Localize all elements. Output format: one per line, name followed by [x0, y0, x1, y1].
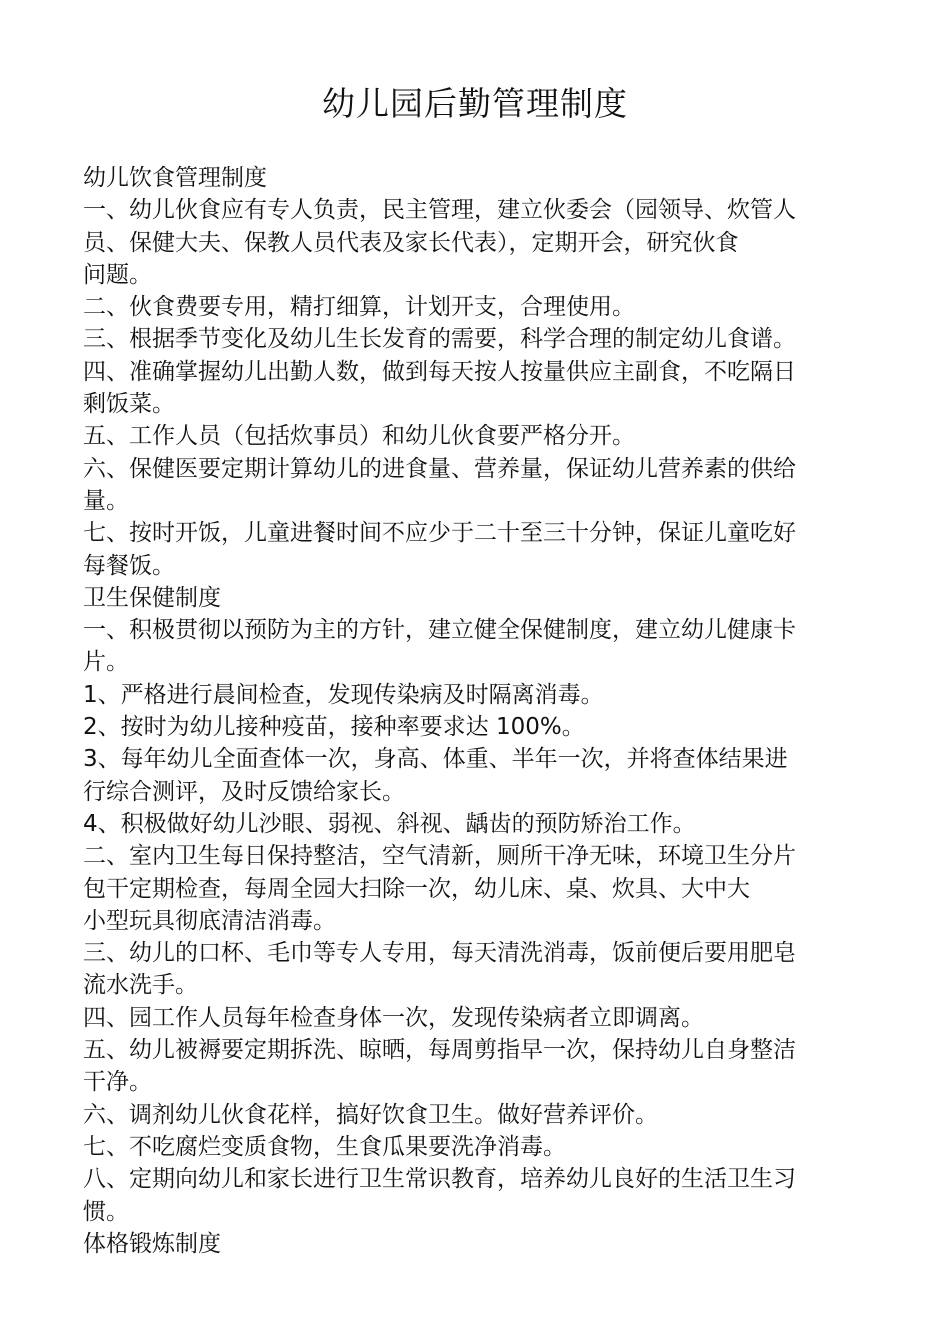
section-heading — [83, 162, 878, 194]
text-line: 一、幼儿伙食应有专人负责，民主管理，建立伙委会（园领导、炊管人 — [83, 197, 796, 224]
text-line: 每餐饭。 — [83, 552, 175, 579]
paragraph — [83, 1099, 878, 1131]
text-line: 六、保健医要定期计算幼儿的进食量、营养量，保证幼儿营养素的供给 — [83, 455, 796, 482]
text-line: 二、室内卫生每日保持整洁，空气清新，厕所干净无味，环境卫生分片 — [83, 843, 796, 870]
text-line: 问题。 — [83, 261, 152, 288]
text-line: 三、幼儿的口杯、毛巾等专人专用，每天清洗消毒，饭前便后要用肥皂 — [83, 940, 796, 967]
text-line: 行综合测评，及时反馈给家长。 — [83, 778, 405, 805]
paragraph — [83, 1131, 878, 1163]
text-line: 六、调剂幼儿伙食花样，搞好饮食卫生。做好营养评价。 — [83, 1101, 658, 1128]
text-line: 流水洗手。 — [83, 972, 198, 999]
text-line: 员、保健大夫、保教人员代表及家长代表），定期开会，研究伙食 — [83, 229, 739, 256]
text-line: 干净。 — [83, 1069, 152, 1096]
text-line: 3、每年幼儿全面查体一次，身高、体重、半年一次，并将查体结果进 — [83, 746, 788, 773]
paragraph — [83, 517, 878, 582]
text-line: 惯。 — [83, 1198, 129, 1225]
text-line: 四、准确掌握幼儿出勤人数，做到每天按人按量供应主副食，不吃隔日 — [83, 358, 796, 385]
paragraph — [83, 291, 878, 323]
text-line: 片。 — [83, 649, 129, 676]
text-line: 三、根据季节变化及幼儿生长发育的需要，科学合理的制定幼儿食谱。 — [83, 326, 796, 353]
paragraph — [83, 1034, 878, 1099]
paragraph — [83, 420, 878, 452]
text-line: 卫生保健制度 — [83, 584, 221, 611]
document-title: 幼儿园后勤管理制度 — [322, 84, 628, 123]
paragraph — [83, 1002, 878, 1034]
text-line: 剩饭菜。 — [83, 391, 175, 418]
text-line: 四、园工作人员每年检查身体一次，发现传染病者立即调离。 — [83, 1004, 704, 1031]
text-line: 包干定期检查，每周全园大扫除一次，幼儿床、桌、炊具、大中大 — [83, 875, 750, 902]
text-line: 一、积极贯彻以预防为主的方针，建立健全保健制度，建立幼儿健康卡 — [83, 617, 796, 644]
text-line: 七、按时开饭，儿童进餐时间不应少于二十至三十分钟，保证儿童吃好 — [83, 520, 796, 547]
paragraph — [83, 323, 878, 355]
section-heading — [83, 1228, 878, 1260]
paragraph — [83, 194, 878, 291]
section-heading — [83, 582, 878, 614]
text-line: 2、按时为幼儿接种疫苗，接种率要求达 100%。 — [83, 714, 585, 741]
paragraph — [83, 937, 878, 1002]
paragraph — [83, 711, 878, 743]
text-line: 八、定期向幼儿和家长进行卫生常识教育，培养幼儿良好的生活卫生习 — [83, 1166, 796, 1193]
paragraph — [83, 743, 878, 808]
text-line: 五、工作人员（包括炊事员）和幼儿伙食要严格分开。 — [83, 423, 635, 450]
document-body — [83, 162, 878, 1260]
text-line: 七、不吃腐烂变质食物，生食瓜果要洗净消毒。 — [83, 1133, 566, 1160]
paragraph — [83, 1163, 878, 1228]
text-line: 量。 — [83, 487, 129, 514]
text-line: 体格锻炼制度 — [83, 1230, 221, 1257]
paragraph — [83, 453, 878, 518]
text-line: 小型玩具彻底清洁消毒。 — [83, 907, 336, 934]
paragraph — [83, 356, 878, 421]
paragraph — [83, 679, 878, 711]
text-line: 1、严格进行晨间检查，发现传染病及时隔离消毒。 — [83, 681, 604, 708]
text-line: 4、积极做好幼儿沙眼、弱视、斜视、龋齿的预防矫治工作。 — [83, 810, 696, 837]
paragraph — [83, 808, 878, 840]
text-line: 二、伙食费要专用，精打细算，计划开支，合理使用。 — [83, 294, 635, 321]
paragraph — [83, 614, 878, 679]
paragraph — [83, 840, 878, 937]
text-line: 幼儿饮食管理制度 — [83, 165, 267, 191]
text-line: 五、幼儿被褥要定期拆洗、晾晒，每周剪指早一次，保持幼儿自身整洁 — [83, 1037, 796, 1064]
